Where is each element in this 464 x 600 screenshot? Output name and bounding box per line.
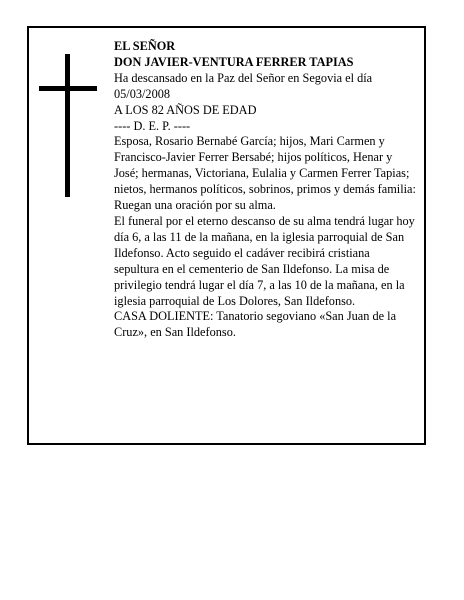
cross-icon-vertical-bar — [65, 54, 70, 197]
cross-icon-horizontal-bar — [39, 86, 97, 91]
funeral-paragraph: El funeral por el eterno descanso de su alma tendrá lugar hoy día 6, a las 11 de la mañana, en la iglesia parroquial de San Ildefonso. Acto seguido el cadáver recibirá cristiana sepultura en el cementerio de San Ildefonso. La misa de privilegio tendrá lugar el día 7, a las 10 de la mañana, en la iglesia parroquial de Los Dolores, San Ildefonso. — [114, 213, 415, 308]
family-paragraph: Esposa, Rosario Bernabé García; hijos, Mari Carmen y Francisco-Javier Ferrer Bersabé; hijos políticos, Henar y José; hermanas, Victoriana, Eulalia y Carmen Ferrer Tapias; nietos, hermanos políticos, sobrinos, primos y demás familia: — [114, 134, 416, 197]
header-title: EL SEÑOR — [114, 39, 176, 53]
age-line: A LOS 82 AÑOS DE EDAD — [114, 102, 257, 117]
casa-doliente: CASA DOLIENTE: Tanatorio segoviano «San Juan de la Cruz», en San Ildefonso. — [114, 309, 397, 340]
deceased-name: DON JAVIER-VENTURA FERRER TAPIAS — [114, 54, 354, 69]
announcement: Ha descansado en la Paz del Señor en Segovia el día 05/03/2008 — [114, 70, 373, 101]
prayer-line: Ruegan una oración por su alma. — [114, 198, 276, 213]
obituary-text — [114, 39, 416, 341]
rip-line: ---- D. E. P. ---- — [114, 118, 191, 133]
